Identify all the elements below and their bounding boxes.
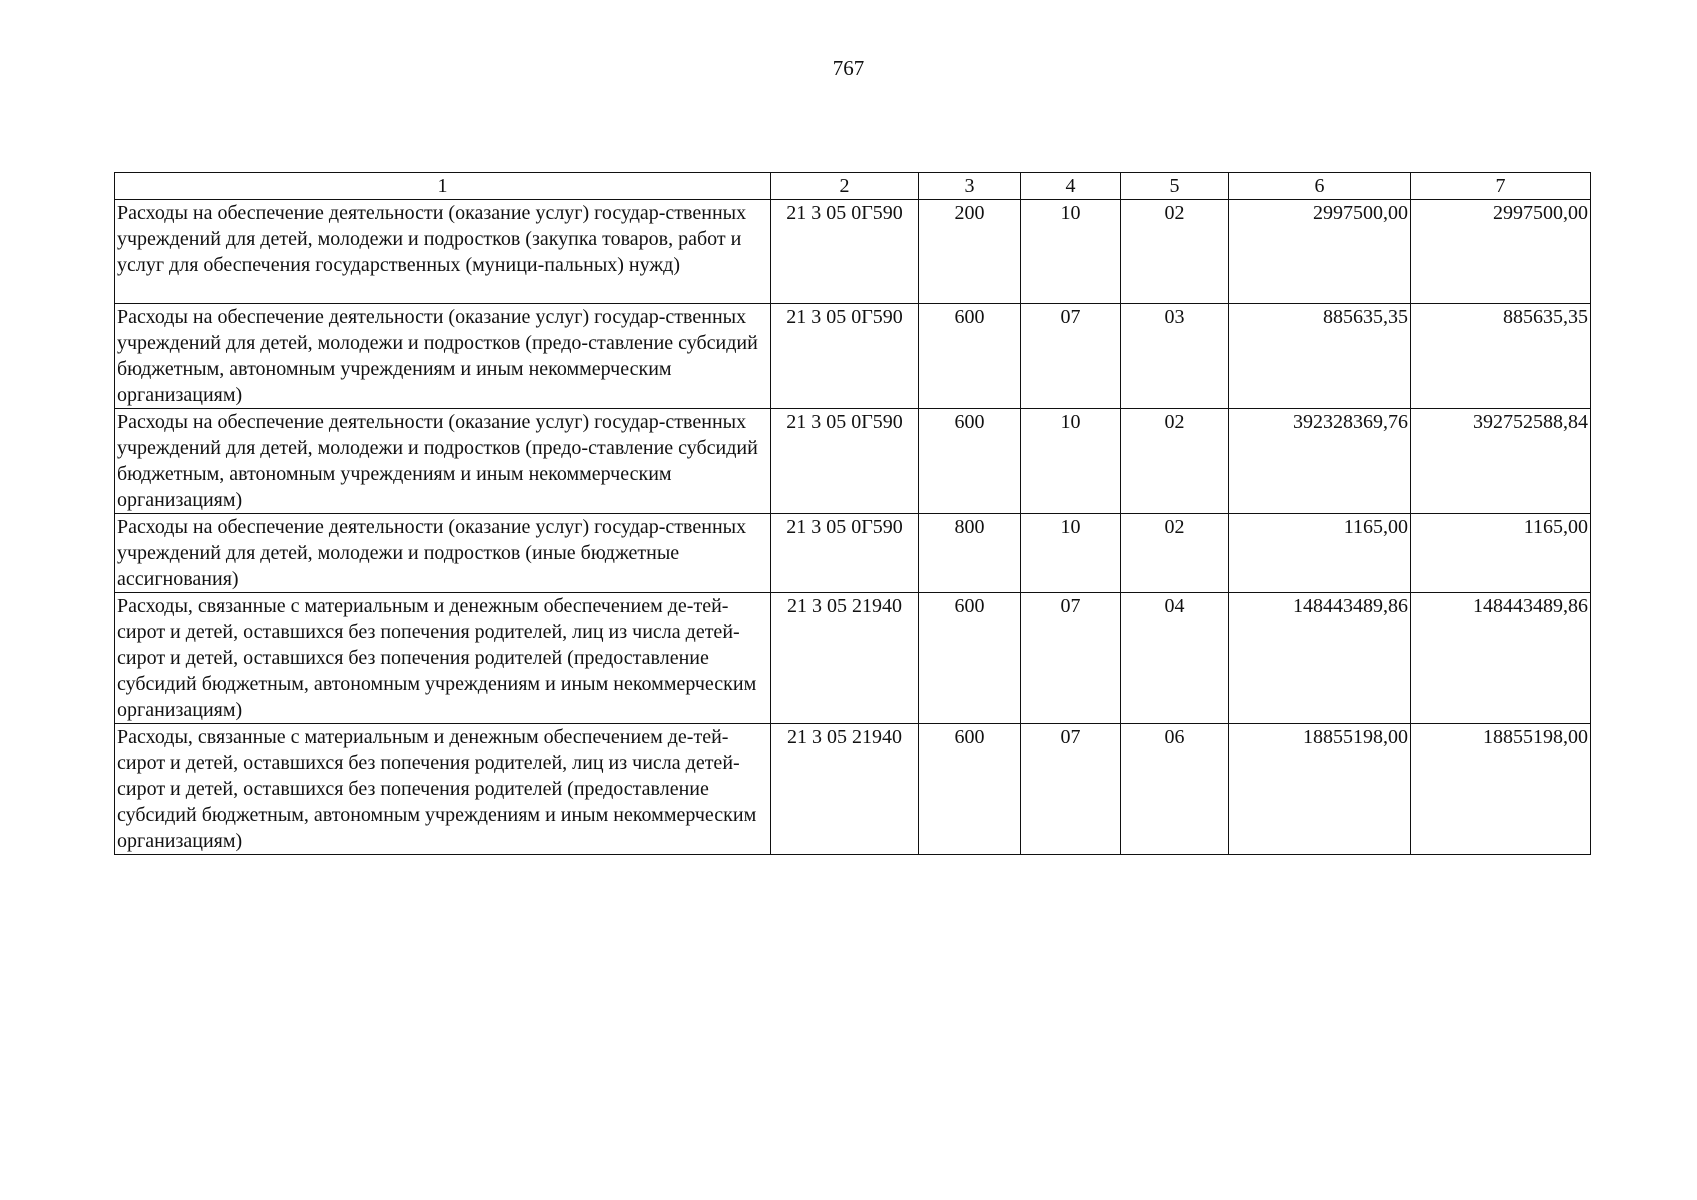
expense-type-code: 600 bbox=[919, 724, 1021, 855]
page-number: 767 bbox=[832, 56, 865, 80]
section-code: 07 bbox=[1021, 304, 1121, 409]
section-code: 07 bbox=[1021, 724, 1121, 855]
column-header: 5 bbox=[1121, 173, 1229, 200]
column-header: 4 bbox=[1021, 173, 1121, 200]
column-header: 6 bbox=[1229, 173, 1411, 200]
amount-column-6: 18855198,00 bbox=[1229, 724, 1411, 855]
column-header: 3 bbox=[919, 173, 1021, 200]
amount-column-7: 18855198,00 bbox=[1411, 724, 1591, 855]
target-article-code: 21 3 05 0Г590 bbox=[771, 409, 919, 514]
column-header: 2 bbox=[771, 173, 919, 200]
subsection-code: 02 bbox=[1121, 409, 1229, 514]
table-row bbox=[115, 304, 1591, 409]
header-row bbox=[115, 173, 1591, 200]
section-code: 10 bbox=[1021, 200, 1121, 304]
table-row bbox=[115, 200, 1591, 304]
amount-column-6: 885635,35 bbox=[1229, 304, 1411, 409]
table-row bbox=[115, 514, 1591, 593]
amount-column-6: 1165,00 bbox=[1229, 514, 1411, 593]
expense-type-code: 600 bbox=[919, 593, 1021, 724]
target-article-code: 21 3 05 0Г590 bbox=[771, 514, 919, 593]
expense-description: Расходы, связанные с материальным и денежным обеспечением де-тей-сирот и детей, оставшихся без попечения родителей, лиц из числа детей-сирот и детей, оставшихся без попечения родителей (предоставление субсидий бюджетным, автономным учреждениям и иным некоммерческим организациям) bbox=[115, 593, 771, 724]
expense-description: Расходы, связанные с материальным и денежным обеспечением де-тей-сирот и детей, оставшихся без попечения родителей, лиц из числа детей-сирот и детей, оставшихся без попечения родителей (предоставление субсидий бюджетным, автономным учреждениям и иным некоммерческим организациям) bbox=[115, 724, 771, 855]
target-article-code: 21 3 05 21940 bbox=[771, 593, 919, 724]
column-header: 1 bbox=[115, 173, 771, 200]
amount-column-7: 148443489,86 bbox=[1411, 593, 1591, 724]
expense-description: Расходы на обеспечение деятельности (оказание услуг) государ-ственных учреждений для детей, молодежи и подростков (закупка товаров, работ и услуг для обеспечения государственных (муници-пальных) нужд) bbox=[115, 200, 771, 304]
amount-column-6: 2997500,00 bbox=[1229, 200, 1411, 304]
amount-column-6: 148443489,86 bbox=[1229, 593, 1411, 724]
expense-description: Расходы на обеспечение деятельности (оказание услуг) государ-ственных учреждений для детей, молодежи и подростков (предо-ставление субсидий бюджетным, автономным учреждениям и иным некоммерческим организациям) bbox=[115, 409, 771, 514]
amount-column-7: 2997500,00 bbox=[1411, 200, 1591, 304]
amount-column-7: 392752588,84 bbox=[1411, 409, 1591, 514]
target-article-code: 21 3 05 21940 bbox=[771, 724, 919, 855]
table-row bbox=[115, 724, 1591, 855]
subsection-code: 06 bbox=[1121, 724, 1229, 855]
amount-column-7: 885635,35 bbox=[1411, 304, 1591, 409]
expense-type-code: 200 bbox=[919, 200, 1021, 304]
amount-column-6: 392328369,76 bbox=[1229, 409, 1411, 514]
table-row bbox=[115, 409, 1591, 514]
expense-description: Расходы на обеспечение деятельности (оказание услуг) государ-ственных учреждений для детей, молодежи и подростков (иные бюджетные ассигнования) bbox=[115, 514, 771, 593]
section-code: 07 bbox=[1021, 593, 1121, 724]
target-article-code: 21 3 05 0Г590 bbox=[771, 200, 919, 304]
expense-type-code: 800 bbox=[919, 514, 1021, 593]
expense-type-code: 600 bbox=[919, 304, 1021, 409]
subsection-code: 03 bbox=[1121, 304, 1229, 409]
expense-type-code: 600 bbox=[919, 409, 1021, 514]
section-code: 10 bbox=[1021, 409, 1121, 514]
table-row bbox=[115, 593, 1591, 724]
subsection-code: 02 bbox=[1121, 200, 1229, 304]
budget-table bbox=[114, 172, 1591, 855]
column-header: 7 bbox=[1411, 173, 1591, 200]
subsection-code: 04 bbox=[1121, 593, 1229, 724]
section-code: 10 bbox=[1021, 514, 1121, 593]
subsection-code: 02 bbox=[1121, 514, 1229, 593]
amount-column-7: 1165,00 bbox=[1411, 514, 1591, 593]
target-article-code: 21 3 05 0Г590 bbox=[771, 304, 919, 409]
expense-description: Расходы на обеспечение деятельности (оказание услуг) государ-ственных учреждений для детей, молодежи и подростков (предо-ставление субсидий бюджетным, автономным учреждениям и иным некоммерческим организациям) bbox=[115, 304, 771, 409]
